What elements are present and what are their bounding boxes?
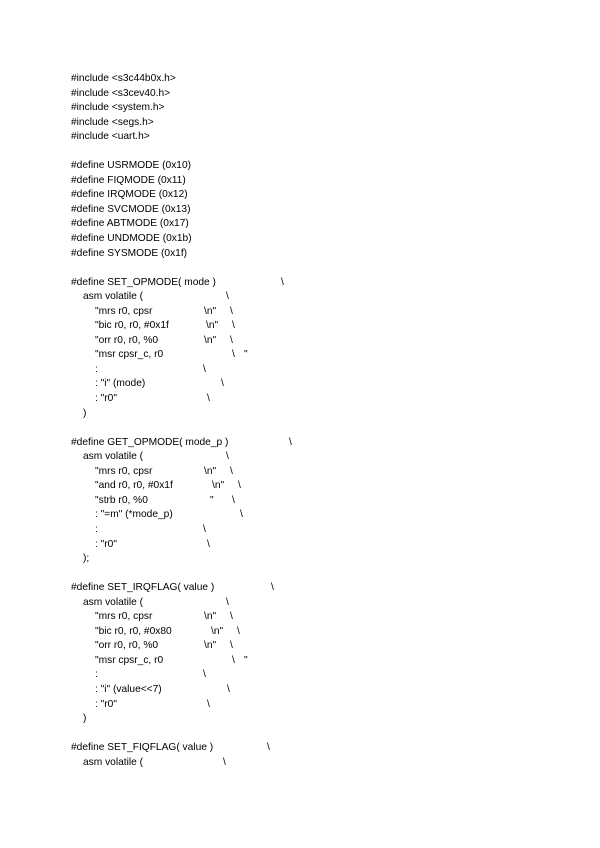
code-token: \ (223, 756, 226, 768)
code-token: \ (267, 742, 270, 754)
code-text: #define UNDMODE (0x1b) (71, 233, 192, 245)
code-text: #include <s3cev40.h> (71, 87, 171, 99)
code-token: \n" (204, 465, 217, 477)
code-token: \ (232, 349, 235, 361)
code-text: #include <uart.h> (71, 131, 150, 143)
code-line (71, 348, 591, 363)
code-token: \ (281, 276, 284, 288)
code-token: \n" (212, 480, 225, 492)
code-text: #include <system.h> (71, 102, 165, 114)
code-line (71, 756, 591, 771)
code-token: " (244, 349, 248, 361)
code-line (71, 596, 591, 611)
code-text: #define SYSMODE (0x1f) (71, 247, 188, 259)
code-text: ); (83, 553, 90, 565)
code-line (71, 581, 591, 596)
code-token: \ (207, 698, 210, 710)
code-token: " (244, 654, 248, 666)
code-text: ) (83, 407, 87, 419)
code-text: "strb r0, %0 (95, 494, 148, 506)
code-token: \ (207, 538, 210, 550)
code-line (71, 523, 591, 538)
code-token: \ (230, 640, 233, 652)
code-text: : "i" (mode) (95, 378, 146, 390)
code-line (71, 174, 591, 189)
code-token: \ (289, 436, 292, 448)
code-line (71, 203, 591, 218)
code-text: "bic r0, r0, #0x1f (95, 320, 169, 332)
code-text: "mrs r0, cpsr (95, 465, 153, 477)
code-line (71, 101, 591, 116)
code-token: \ (226, 596, 229, 608)
blank-line (71, 421, 591, 436)
code-token: \n" (204, 305, 217, 317)
code-text: "mrs r0, cpsr (95, 611, 153, 623)
code-line (71, 363, 591, 378)
code-text: #define FIQMODE (0x11) (71, 174, 186, 186)
code-line (71, 698, 591, 713)
code-line (71, 479, 591, 494)
code-token: \ (232, 494, 235, 506)
code-text: #define USRMODE (0x10) (71, 160, 192, 172)
code-text: "msr cpsr_c, r0 (95, 654, 164, 666)
code-token: \ (203, 669, 206, 681)
code-line (71, 159, 591, 174)
code-text: #define ABTMODE (0x17) (71, 218, 189, 230)
code-text: "and r0, r0, #0x1f (95, 480, 173, 492)
code-token: \ (230, 334, 233, 346)
code-line (71, 465, 591, 480)
code-text: : (95, 523, 98, 535)
code-line (71, 130, 591, 145)
code-text: "orr r0, r0, %0 (95, 640, 159, 652)
code-token: \ (232, 654, 235, 666)
code-text: #define SET_FIQFLAG( value ) (71, 742, 214, 754)
code-line (71, 538, 591, 553)
code-token: " (210, 494, 214, 506)
code-token: \ (221, 378, 224, 390)
code-text: #define SVCMODE (0x13) (71, 203, 191, 215)
code-line (71, 116, 591, 131)
code-line (71, 407, 591, 422)
code-text: : "r0" (95, 538, 117, 550)
code-text: #include <segs.h> (71, 116, 154, 128)
code-line (71, 450, 591, 465)
code-text: #define SET_IRQFLAG( value ) (71, 582, 215, 594)
code-token: \n" (204, 640, 217, 652)
code-line (71, 508, 591, 523)
code-text: asm volatile ( (83, 451, 144, 463)
code-line (71, 72, 591, 87)
code-token: \ (226, 451, 229, 463)
code-text: : "=m" (*mode_p) (95, 509, 173, 521)
code-line (71, 217, 591, 232)
code-text: "orr r0, r0, %0 (95, 334, 159, 346)
blank-line (71, 145, 591, 160)
code-token: \ (232, 320, 235, 332)
blank-line (71, 727, 591, 742)
code-line (71, 712, 591, 727)
code-token: \ (203, 363, 206, 375)
code-line (71, 625, 591, 640)
code-line (71, 276, 591, 291)
code-text: : (95, 669, 98, 681)
code-token: \ (230, 465, 233, 477)
code-token: \ (238, 480, 241, 492)
code-line (71, 654, 591, 669)
code-token: \n" (206, 320, 219, 332)
code-text: asm volatile ( (83, 756, 144, 768)
code-text: asm volatile ( (83, 291, 144, 303)
code-token: \ (237, 625, 240, 637)
code-line (71, 334, 591, 349)
code-text: : "r0" (95, 698, 117, 710)
code-line (71, 247, 591, 262)
code-line (71, 494, 591, 509)
code-line (71, 610, 591, 625)
code-line (71, 552, 591, 567)
code-token: \n" (204, 611, 217, 623)
blank-line (71, 567, 591, 582)
code-text: #define GET_OPMODE( mode_p ) (71, 436, 229, 448)
code-text: "bic r0, r0, #0x80 (95, 625, 172, 637)
code-line (71, 290, 591, 305)
code-text: #define SET_OPMODE( mode ) (71, 276, 216, 288)
code-token: \ (230, 305, 233, 317)
code-token: \n" (211, 625, 224, 637)
code-line (71, 392, 591, 407)
blank-line (71, 261, 591, 276)
code-token: \ (203, 523, 206, 535)
code-token: \ (226, 291, 229, 303)
code-line (71, 87, 591, 102)
code-text: "msr cpsr_c, r0 (95, 349, 164, 361)
code-line (71, 639, 591, 654)
code-line (71, 436, 591, 451)
code-line (71, 668, 591, 683)
code-token: \ (227, 683, 230, 695)
code-text: : "r0" (95, 393, 117, 405)
code-token: \ (207, 393, 210, 405)
code-line (71, 377, 591, 392)
code-text: : "i" (value<<7) (95, 683, 162, 695)
code-line (71, 305, 591, 320)
code-text: ) (83, 713, 87, 725)
code-line (71, 741, 591, 756)
code-line (71, 232, 591, 247)
code-text: #include <s3c44b0x.h> (71, 73, 176, 84)
code-line (71, 319, 591, 334)
code-line (71, 683, 591, 698)
code-text: asm volatile ( (83, 596, 144, 608)
code-text: "mrs r0, cpsr (95, 305, 153, 317)
code-token: \ (230, 611, 233, 623)
code-token: \n" (204, 334, 217, 346)
code-text: #define IRQMODE (0x12) (71, 189, 188, 201)
code-token: \ (271, 582, 274, 594)
code-token: \ (240, 509, 243, 521)
code-text: : (95, 363, 98, 375)
code-listing (71, 72, 591, 770)
code-line (71, 188, 591, 203)
